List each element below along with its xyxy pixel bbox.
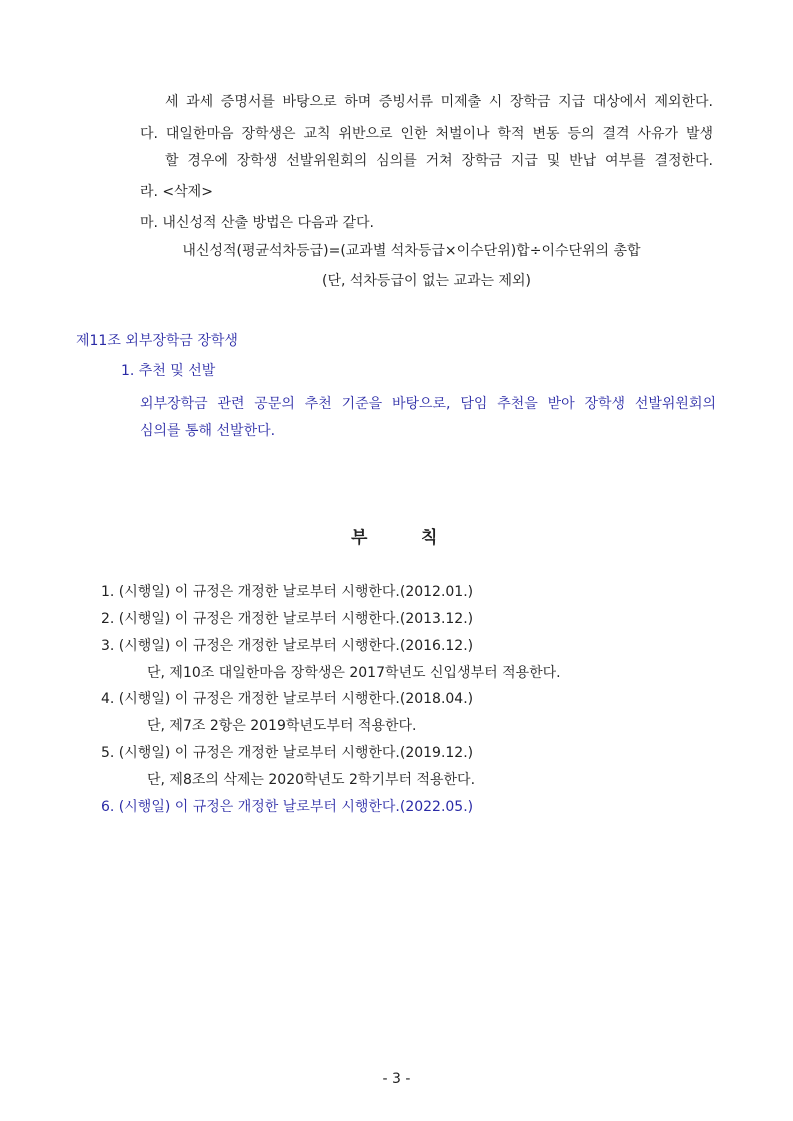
paragraph-line: 심의를 통해 선발한다.: [140, 423, 276, 439]
appendix-item: 3. (시행일) 이 규정은 개정한 날로부터 시행한다.(2016.12.): [101, 638, 474, 654]
paragraph-line: 할 경우에 장학생 선발위원회의 심의를 거쳐 장학금 지급 및 반납 여부를 결정한다.: [165, 153, 713, 169]
appendix-item: 1. (시행일) 이 규정은 개정한 날로부터 시행한다.(2012.01.): [101, 584, 474, 600]
appendix-item: 2. (시행일) 이 규정은 개정한 날로부터 시행한다.(2013.12.): [101, 611, 474, 627]
appendix-item: 5. (시행일) 이 규정은 개정한 날로부터 시행한다.(2019.12.): [101, 745, 474, 761]
page-number: - 3 -: [382, 1071, 411, 1087]
formula: 내신성적(평균석차등급)=(교과별 석차등급×이수단위)합÷이수단위의 총합: [182, 243, 641, 259]
appendix-item: 4. (시행일) 이 규정은 개정한 날로부터 시행한다.(2018.04.): [101, 691, 474, 707]
appendix-note: 단, 제8조의 삭제는 2020학년도 2학기부터 적용한다.: [147, 772, 476, 788]
formula-note: (단, 석차등급이 없는 교과는 제외): [322, 273, 531, 289]
appendix-title-left: 부: [351, 528, 368, 548]
appendix-title-right: 칙: [421, 528, 438, 548]
appendix-item: 6. (시행일) 이 규정은 개정한 날로부터 시행한다.(2022.05.): [101, 799, 474, 815]
paragraph-line: 다. 대일한마음 장학생은 교칙 위반으로 인한 처벌이나 학적 변동 등의 결격 사유가 발생: [140, 126, 713, 142]
paragraph-line: 세 과세 증명서를 바탕으로 하며 증빙서류 미제출 시 장학금 지급 대상에서 제외한다.: [165, 94, 713, 110]
paragraph-line: 외부장학금 관련 공문의 추천 기준을 바탕으로, 담임 추천을 받아 장학생 선발위원회의: [140, 396, 716, 412]
item-label: 1. 추천 및 선발: [121, 363, 216, 379]
paragraph-line: 마. 내신성적 산출 방법은 다음과 같다.: [140, 215, 375, 231]
article-title: 제11조 외부장학금 장학생: [76, 333, 238, 349]
appendix-note: 단, 제7조 2항은 2019학년도부터 적용한다.: [147, 718, 417, 734]
paragraph-line: 라. <삭제>: [140, 184, 213, 200]
appendix-note: 단, 제10조 대일한마음 장학생은 2017학년도 신입생부터 적용한다.: [147, 665, 561, 681]
